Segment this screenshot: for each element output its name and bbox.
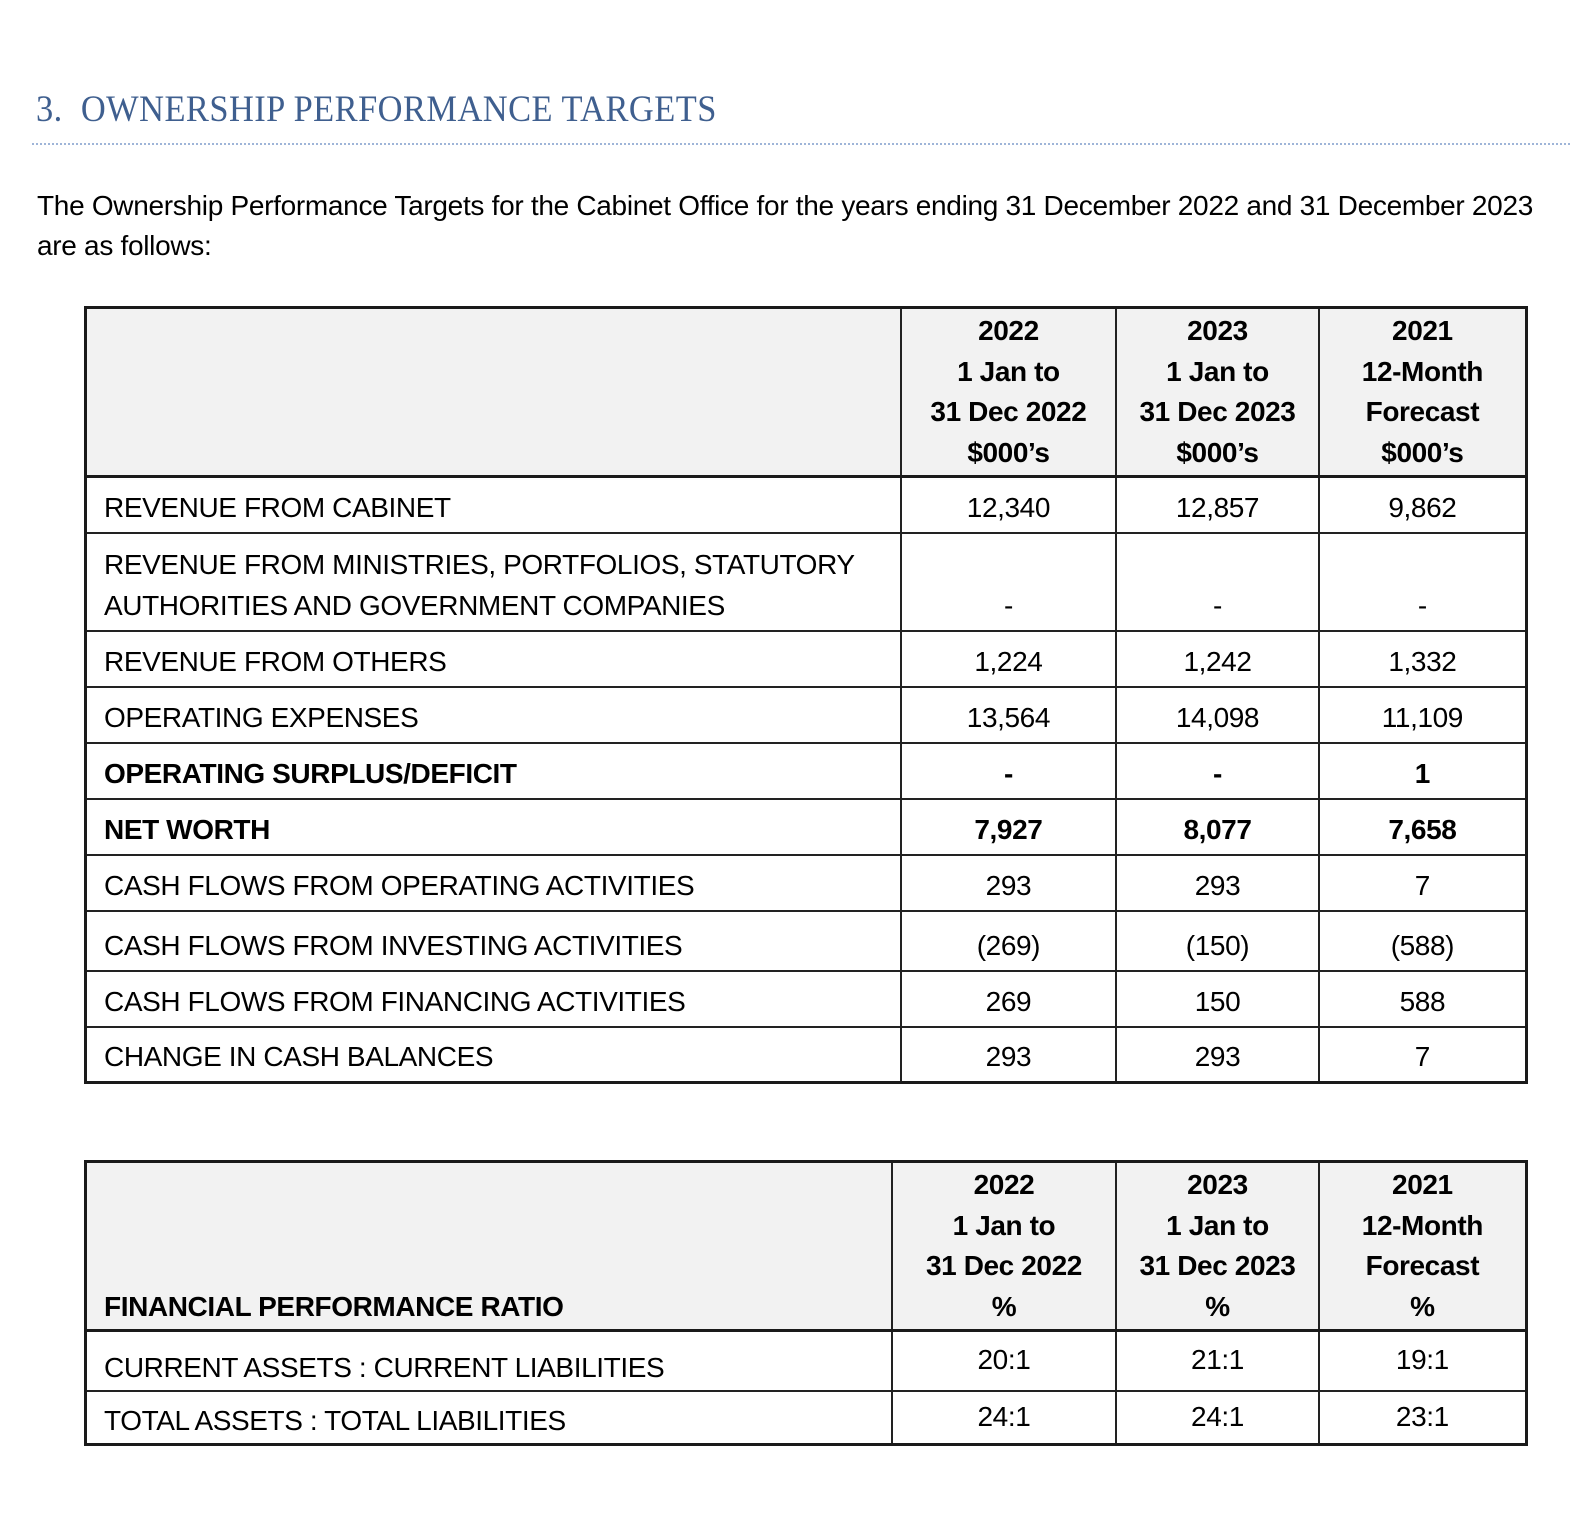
column-period-end: 31 Dec 2022: [925, 1250, 1082, 1281]
column-header-2022: [892, 1162, 1116, 1331]
value-2023: -: [1116, 743, 1319, 799]
section-heading: [36, 88, 717, 131]
column-header-2021-forecast: [1319, 308, 1527, 477]
column-period-start: 1 Jan to: [1166, 1209, 1269, 1241]
value-2021-forecast: 1,332: [1319, 631, 1527, 687]
row-label: NET WORTH: [86, 799, 901, 855]
column-year: 2022: [978, 315, 1039, 346]
value-2021-forecast: (588): [1319, 911, 1527, 971]
column-period-end: 31 Dec 2022: [930, 396, 1087, 427]
value-2022: -: [901, 743, 1117, 799]
table-row: [86, 477, 1527, 533]
value-2022: 13,564: [901, 687, 1117, 743]
row-label: OPERATING SURPLUS/DEFICIT: [86, 743, 901, 799]
value-2023: 293: [1116, 855, 1319, 911]
table-header-row: [86, 308, 1527, 477]
column-unit: %: [1205, 1290, 1230, 1322]
row-label: REVENUE FROM CABINET: [86, 477, 901, 533]
value-2023: -: [1116, 533, 1319, 631]
value-2021-forecast: 1: [1319, 743, 1527, 799]
value-2023: 12,857: [1116, 477, 1319, 533]
heading-divider: [32, 143, 1570, 145]
intro-paragraph: The Ownership Performance Targets for the Cabinet Office for the years ending 31 December 2022 and 31 December 2023 are as follows:: [37, 190, 1533, 261]
value-2022: 7,927: [901, 799, 1117, 855]
column-unit: %: [991, 1290, 1017, 1322]
row-label: REVENUE FROM MINISTRIES, PORTFOLIOS, STATUTORY AUTHORITIES AND GOVERNMENT COMPANIES: [86, 533, 901, 631]
row-label: CHANGE IN CASH BALANCES: [86, 1027, 901, 1083]
value-2023: 1,242: [1116, 631, 1319, 687]
value-2021-forecast: -: [1319, 533, 1527, 631]
value-2021-forecast: 7,658: [1319, 799, 1527, 855]
value-2023: 24:1: [1116, 1391, 1319, 1445]
column-period-start: 1 Jan to: [957, 355, 1060, 387]
table-row: [86, 533, 1527, 631]
column-unit: $000’s: [967, 436, 1050, 468]
value-2021-forecast: 7: [1319, 855, 1527, 911]
table-row: [86, 1027, 1527, 1083]
value-2021-forecast: 23:1: [1319, 1391, 1527, 1445]
value-2021-forecast: 19:1: [1319, 1331, 1527, 1391]
value-2021-forecast: 11,109: [1319, 687, 1527, 743]
table-header-row: [86, 1162, 1527, 1331]
column-unit: $000’s: [1176, 436, 1259, 468]
value-2022: -: [901, 533, 1117, 631]
table-row: [86, 631, 1527, 687]
value-2022: 269: [901, 971, 1117, 1027]
table-row: [86, 911, 1527, 971]
row-label: CASH FLOWS FROM INVESTING ACTIVITIES: [86, 911, 901, 971]
value-2021-forecast: 9,862: [1319, 477, 1527, 533]
value-2023: 8,077: [1116, 799, 1319, 855]
column-year: 2021: [1392, 1169, 1453, 1200]
header-label-cell: FINANCIAL PERFORMANCE RATIO: [86, 1162, 892, 1331]
value-2021-forecast: 588: [1319, 971, 1527, 1027]
table-row: [86, 1391, 1527, 1445]
column-unit: %: [1410, 1290, 1435, 1322]
table-row: [86, 743, 1527, 799]
row-label: REVENUE FROM OTHERS: [86, 631, 901, 687]
row-label: TOTAL ASSETS : TOTAL LIABILITIES: [86, 1391, 892, 1445]
section-number: 3.: [36, 89, 63, 130]
section-title: OWNERSHIP PERFORMANCE TARGETS: [80, 89, 717, 130]
table-row: [86, 687, 1527, 743]
financial-targets-table: [84, 306, 1528, 1084]
column-header-2022: [901, 308, 1117, 477]
table-row: [86, 799, 1527, 855]
column-year: 2023: [1187, 315, 1248, 346]
column-year: 2022: [973, 1169, 1035, 1200]
row-label: CASH FLOWS FROM OPERATING ACTIVITIES: [86, 855, 901, 911]
value-2023: (150): [1116, 911, 1319, 971]
value-2021-forecast: 7: [1319, 1027, 1527, 1083]
financial-ratio-table: [84, 1160, 1528, 1446]
column-period-start: 12-Month: [1361, 1209, 1483, 1241]
column-period-start: 12-Month: [1361, 355, 1483, 387]
column-header-2021-forecast: [1319, 1162, 1527, 1331]
row-label: CURRENT ASSETS : CURRENT LIABILITIES: [86, 1331, 892, 1391]
value-2022: (269): [901, 911, 1117, 971]
row-label: CASH FLOWS FROM FINANCING ACTIVITIES: [86, 971, 901, 1027]
value-2022: 1,224: [901, 631, 1117, 687]
value-2022: 12,340: [901, 477, 1117, 533]
column-period-start: 1 Jan to: [1166, 355, 1269, 387]
value-2023: 293: [1116, 1027, 1319, 1083]
table-row: [86, 855, 1527, 911]
table-row: [86, 971, 1527, 1027]
header-label-cell: [86, 308, 901, 477]
column-period-end: Forecast: [1365, 1250, 1480, 1281]
table-row: [86, 1331, 1527, 1391]
value-2022: 293: [901, 1027, 1117, 1083]
column-header-2023: [1116, 1162, 1319, 1331]
value-2022: 20:1: [892, 1331, 1116, 1391]
column-unit: $000’s: [1381, 436, 1464, 468]
column-header-2023: [1116, 308, 1319, 477]
value-2023: 150: [1116, 971, 1319, 1027]
column-year: 2023: [1187, 1169, 1248, 1200]
column-period-start: 1 Jan to: [952, 1209, 1056, 1241]
column-period-end: 31 Dec 2023: [1139, 396, 1296, 427]
row-label: OPERATING EXPENSES: [86, 687, 901, 743]
column-period-end: 31 Dec 2023: [1139, 1250, 1296, 1281]
column-period-end: Forecast: [1365, 396, 1480, 427]
value-2022: 24:1: [892, 1391, 1116, 1445]
value-2023: 21:1: [1116, 1331, 1319, 1391]
value-2022: 293: [901, 855, 1117, 911]
column-year: 2021: [1392, 315, 1453, 346]
value-2023: 14,098: [1116, 687, 1319, 743]
